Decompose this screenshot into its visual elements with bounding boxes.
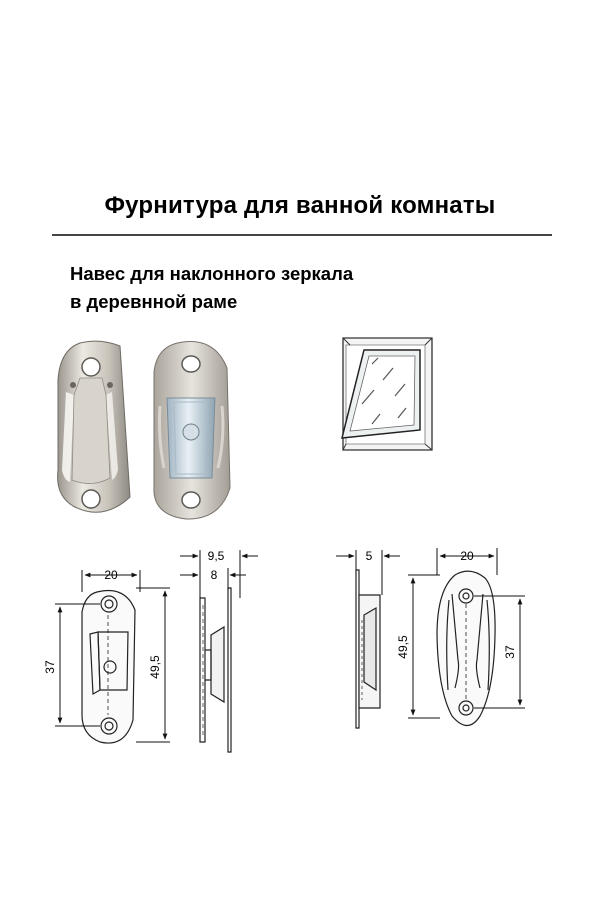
hinge-back-photo [154,342,230,520]
dim-side-total: 9,5 [207,549,225,563]
front-view-drawing-left [82,590,135,743]
hinge-front-photo [58,341,130,512]
dim-side-inner: 8 [210,568,218,582]
dim-right-hole-spacing: 37 [503,645,517,659]
dim-right-width: 20 [460,549,474,563]
dim-left-height: 49,5 [148,655,162,679]
dim-right-side-thickness: 5 [365,549,373,563]
mirror-frame-illustration [342,338,432,450]
subtitle-line-1: Навес для наклонного зеркала [70,263,354,284]
subtitle-line-2: в деревнной раме [70,291,238,312]
dim-left-width: 20 [104,568,118,582]
dim-right-height: 49,5 [396,635,410,659]
page-title: Фурнитура для ванной комнаты [104,192,496,219]
side-view-drawing-right [356,570,380,728]
side-view-drawing-left [200,588,231,752]
dim-left-hole-spacing: 37 [43,660,57,674]
front-view-drawing-right [437,571,495,725]
